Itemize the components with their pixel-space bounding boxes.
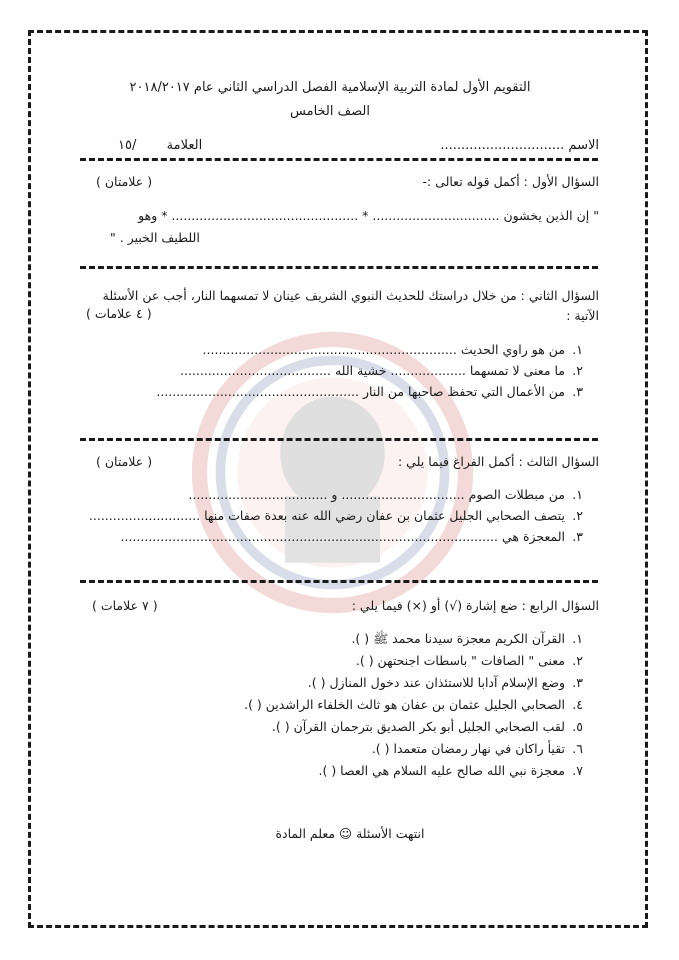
q4-item[interactable]: ٣.وضع الإسلام آدابا للاستئذان عند دخول المنازل ( ). — [307, 675, 583, 690]
q3-title: السؤال الثالث : أكمل الفراغ فيما يلي : — [398, 454, 599, 469]
q3-item[interactable]: ١.من مبطلات الصوم ............................... و ................................... — [188, 487, 583, 502]
section-divider — [80, 580, 598, 583]
footer-note: انتهت الأسئلة ☺ معلم المادة — [275, 826, 425, 841]
q4-item[interactable]: ١.القرآن الكريم معجزة سيدنا محمد ﷺ ( ). — [351, 631, 583, 646]
q3-item[interactable]: ٢.يتصف الصحابي الجليل عثمان بن عفان رضي الله عنه بعدة صفات منها ............................ — [88, 508, 583, 523]
q2-item[interactable]: ٣.من الأعمال التي تحفظ صاحبها من النار ................................................... — [156, 384, 583, 399]
grade-level: الصف الخامس — [290, 104, 370, 119]
q4-item[interactable]: ٦.تقيأ راكان في نهار رمضان متعمدا ( ). — [371, 741, 583, 756]
q4-item[interactable]: ٥.لقب الصحابي الجليل أبو بكر الصديق بترجمان القرآن ( ). — [271, 719, 583, 734]
q4-title: السؤال الرابع : ضع إشارة (√) أو (×) فيما يلي : — [351, 598, 599, 613]
section-divider — [80, 266, 598, 269]
q1-line1[interactable]: " إن الذين يخشون ................................ * ............................................... * وهو — [138, 208, 599, 223]
q3-item[interactable]: ٣.المعجزة هي ............................................................................................... — [120, 529, 583, 544]
q1-marks: ( علامتان ) — [96, 174, 153, 189]
section-divider — [80, 158, 598, 161]
q2-marks: ( ٤ علامات ) — [86, 306, 152, 321]
q1-title: السؤال الأول : أكمل قوله تعالى :- — [422, 174, 599, 189]
section-divider — [80, 438, 598, 441]
score-box — [118, 138, 202, 153]
student-name-field[interactable]: الاسم .............................. — [440, 138, 599, 153]
q4-marks: ( ٧ علامات ) — [92, 598, 158, 613]
score-label: العلامة — [166, 138, 203, 153]
q2-item[interactable]: ٢.ما معنى لا تمسهما ................... خشية الله ...................................... — [180, 363, 583, 378]
exam-title: التقويم الأول لمادة التربية الإسلامية الفصل الدراسي الثاني عام ٢٠١٨/٢٠١٧ — [129, 80, 531, 95]
q4-item[interactable]: ٤.الصحابي الجليل عثمان بن عفان هو ثالث الخلفاء الراشدين ( ). — [244, 697, 583, 712]
q1-line2: اللطيف الخبير . " — [110, 230, 200, 245]
score-total: /١٥ — [118, 138, 137, 153]
q3-marks: ( علامتان ) — [96, 454, 153, 469]
q2-title-cont: الآتية : — [566, 308, 599, 323]
q4-item[interactable]: ٢.معنى " الصافات " باسطات اجنحتهن ( ). — [355, 653, 583, 668]
q2-title: السؤال الثاني : من خلال دراستك للحديث النبوي الشريف عينان لا تمسهما النار، أجب عن الأسئلة — [102, 288, 599, 303]
q2-item[interactable]: ١.من هو راوي الحديث ................................................................ — [202, 342, 583, 357]
q4-item[interactable]: ٧.معجزة نبي الله صالح عليه السلام هي العصا ( ). — [318, 763, 583, 778]
